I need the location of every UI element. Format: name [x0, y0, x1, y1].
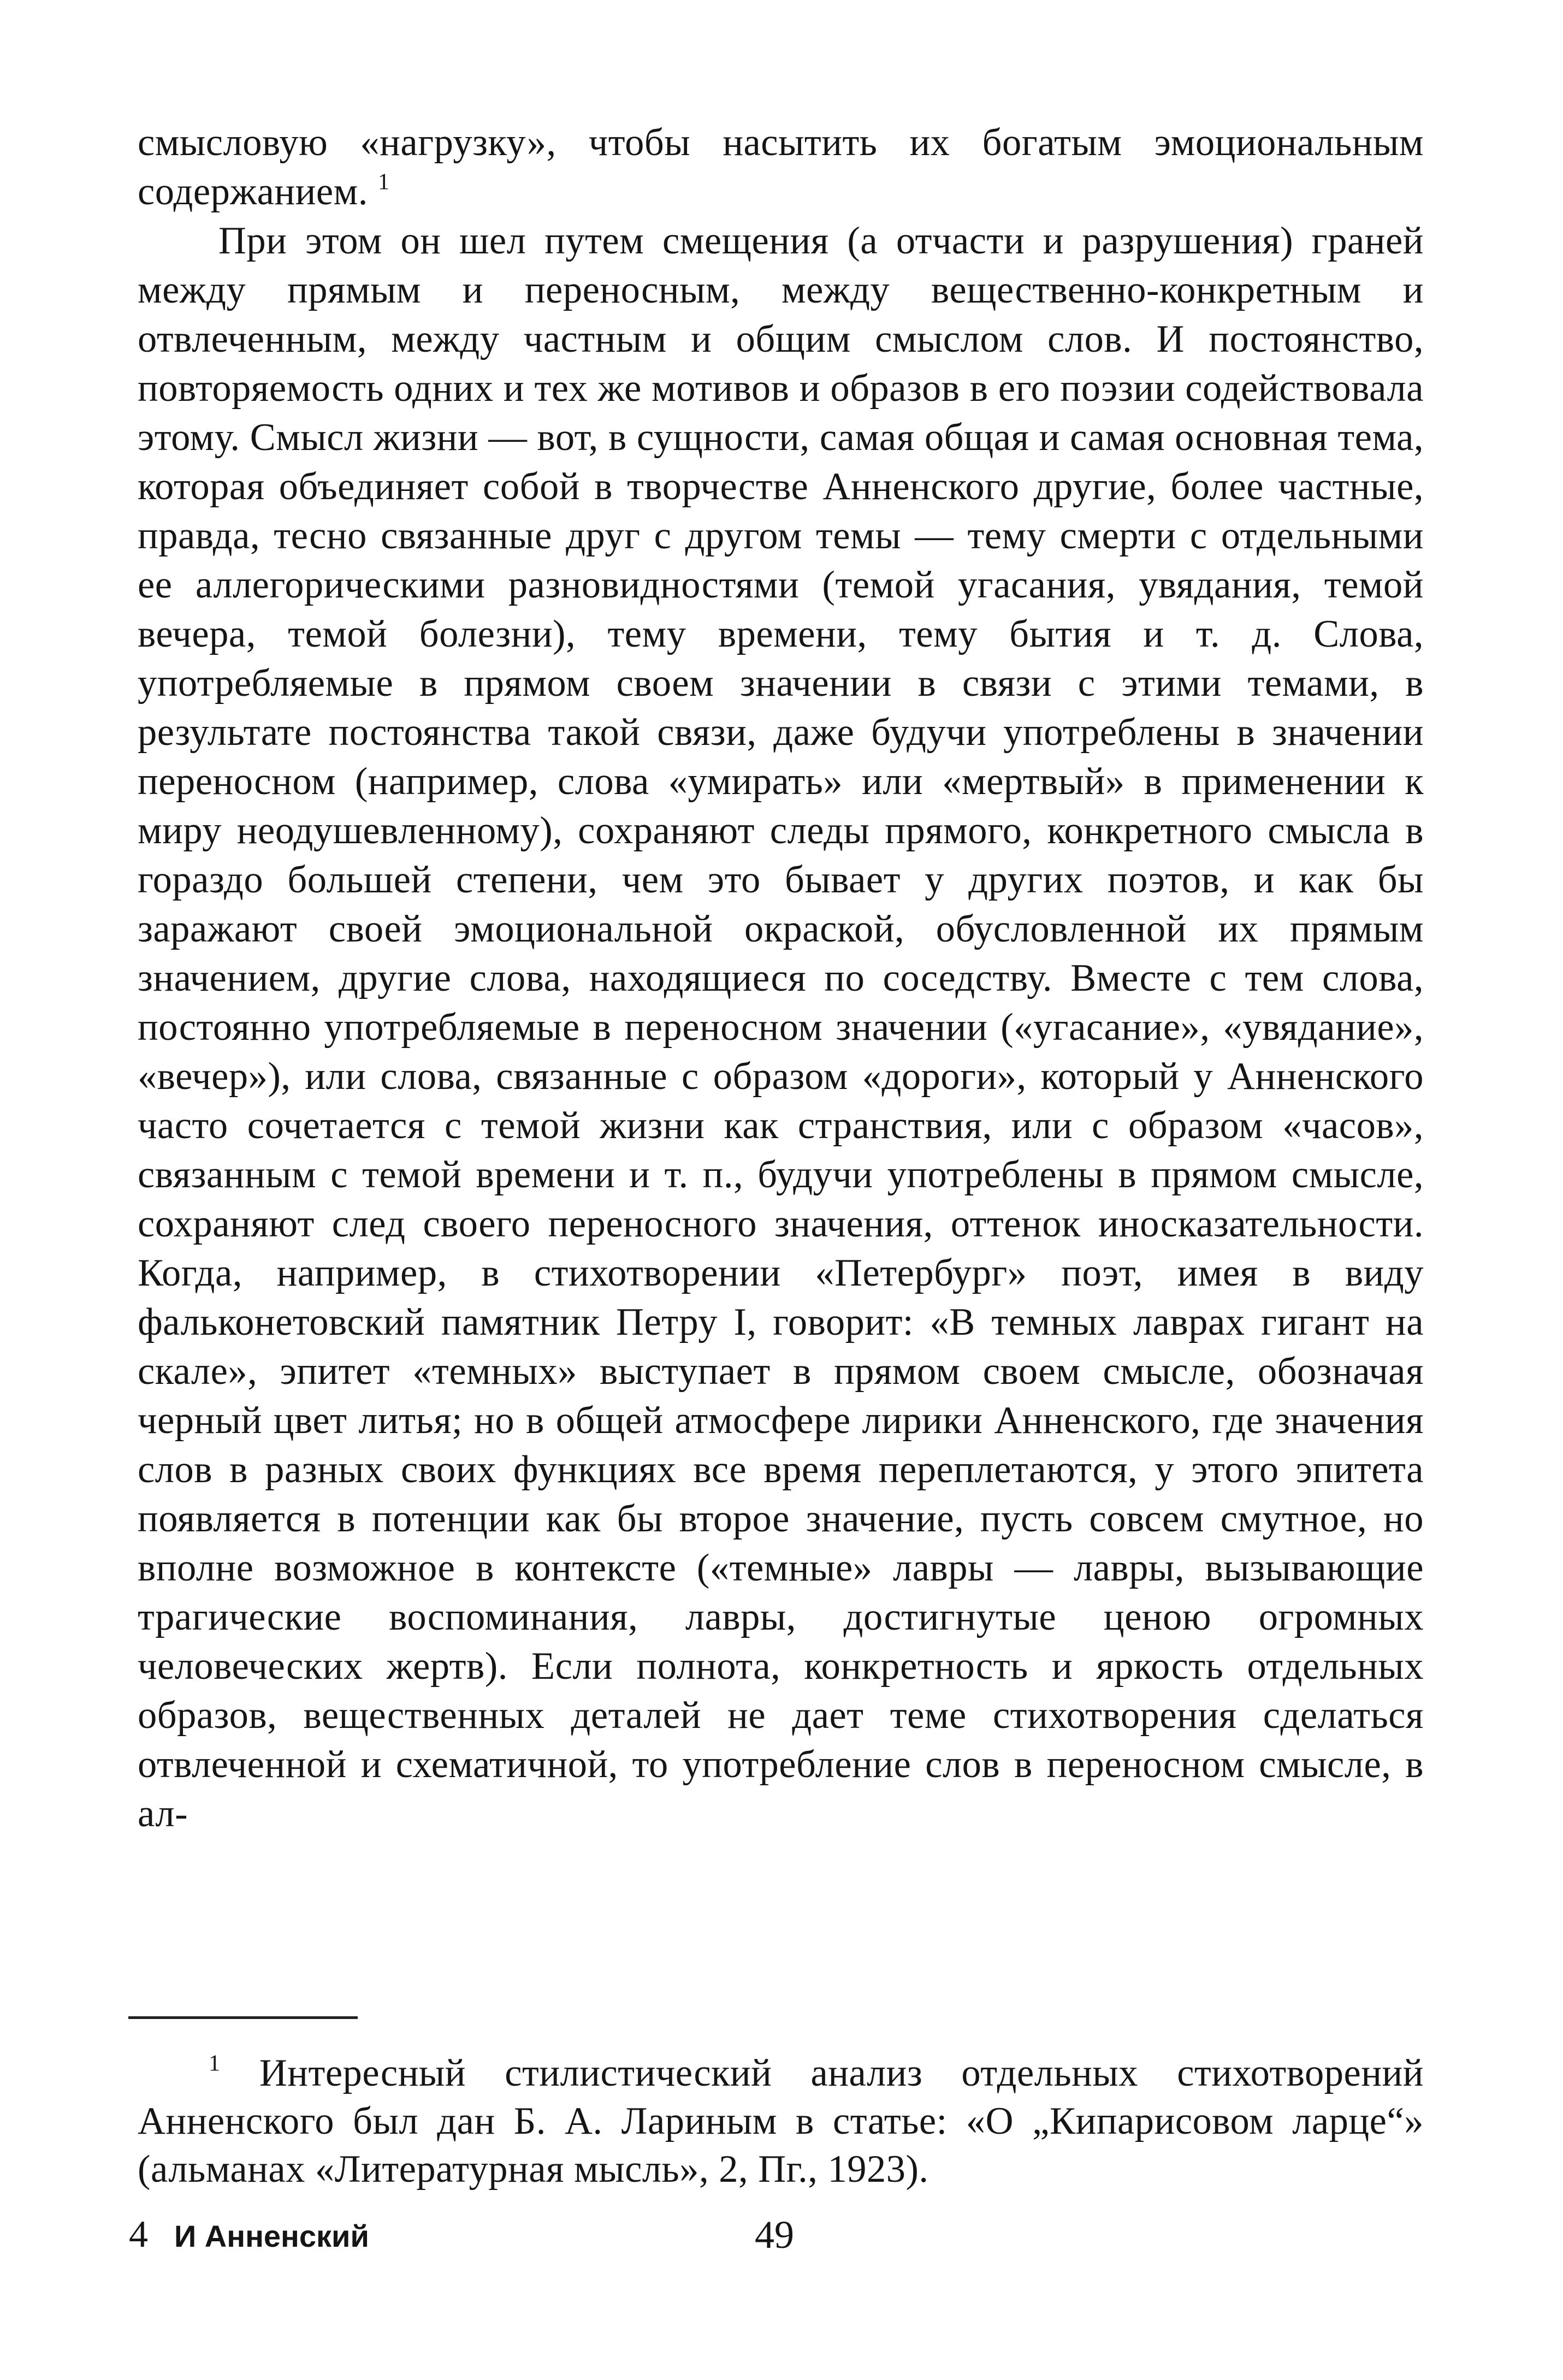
signature-number: 4 — [129, 2213, 148, 2255]
footnote-divider — [128, 2016, 358, 2019]
continuation-paragraph — [138, 118, 1424, 216]
footnote — [138, 2049, 1424, 2193]
footnote-reference: 1 — [378, 169, 390, 195]
signature-title: И Анненский — [174, 2219, 369, 2253]
page-number: 49 — [755, 2213, 794, 2257]
body-paragraph: При этом он шел путем смещения (а отчасти и разрушения) граней между прямым и переносным, между вещественно-конкретным и отвлеченным, между частным и общим смыслом слов. И постоянство, повторяемость одних и тех же мотивов и образов в его поэзии содействовала этому. Смысл жизни — вот, в сущности, самая общая и самая основная тема, которая объединяет собой в творчестве Анненского другие, более частные, правда, тесно связанные друг с другом темы — тему смерти с отдельными ее аллегорическими разновидностями (темой угасания, увядания, темой вечера, темой болезни), тему времени, тему бытия и т. д. Слова, употребляемые в прямом своем значении в связи с этими темами, в результате постоянства такой связи, даже будучи употреблены в значении переносном (например, слова «умирать» или «мертвый» в применении к миру неодушевленному), сохраняют следы прямого, конкретного смысла в гораздо большей степени, чем это бывает у других поэтов, и как бы заражают своей эмоциональной окраской, обусловленной их прямым значением, другие слова, находящиеся по соседству. Вместе с тем слова, постоянно употребляемые в переносном значении («угасание», «увядание», «вечер»), или слова, связанные с образом «дороги», который у Анненского часто сочетается с темой жизни как странствия, или с образом «часов», связанным с темой времени и т. п., будучи употреблены в прямом смысле, сохраняют след своего переносного значения, оттенок иносказательности. Когда, например, в стихотворении «Петербург» поэт, имея в виду фальконетовский памятник Петру I, говорит: «В темных лаврах гигант на скале», эпитет «темных» выступает в прямом своем смысле, обозначая черный цвет литья; но в общей атмосфере лирики Анненского, где значения слов в разных своих функциях все время переплетаются, у этого эпитета появляется в потенции как бы второе значение, пусть совсем смутное, но вполне возможное в контексте («темные» лавры — лавры, вызывающие трагические воспоминания, лавры, достигнутые ценою огромных человеческих жертв). Если полнота, конкретность и яркость отдельных образов, вещественных деталей не дает теме стихотворения сделаться отвлеченной и схематичной, то употребление слов в переносном смысле, в ал- — [138, 220, 1424, 1835]
main-text — [138, 118, 1424, 1838]
footnote-marker: 1 — [209, 2050, 221, 2076]
footnote-paragraph — [138, 2049, 1424, 2193]
printer-signature — [129, 2213, 369, 2258]
footnote-text: Интересный стилистический анализ отдельных стихотворений Анненского был дан Б. А. Лариным в статье: «О „Кипарисовом ларце“» (альманах «Литературная мысль», 2, Пг., 1923). — [138, 2052, 1424, 2190]
continuation-text: смысловую «нагрузку», чтобы насытить их богатым эмоциональным содержанием. — [138, 121, 1424, 213]
